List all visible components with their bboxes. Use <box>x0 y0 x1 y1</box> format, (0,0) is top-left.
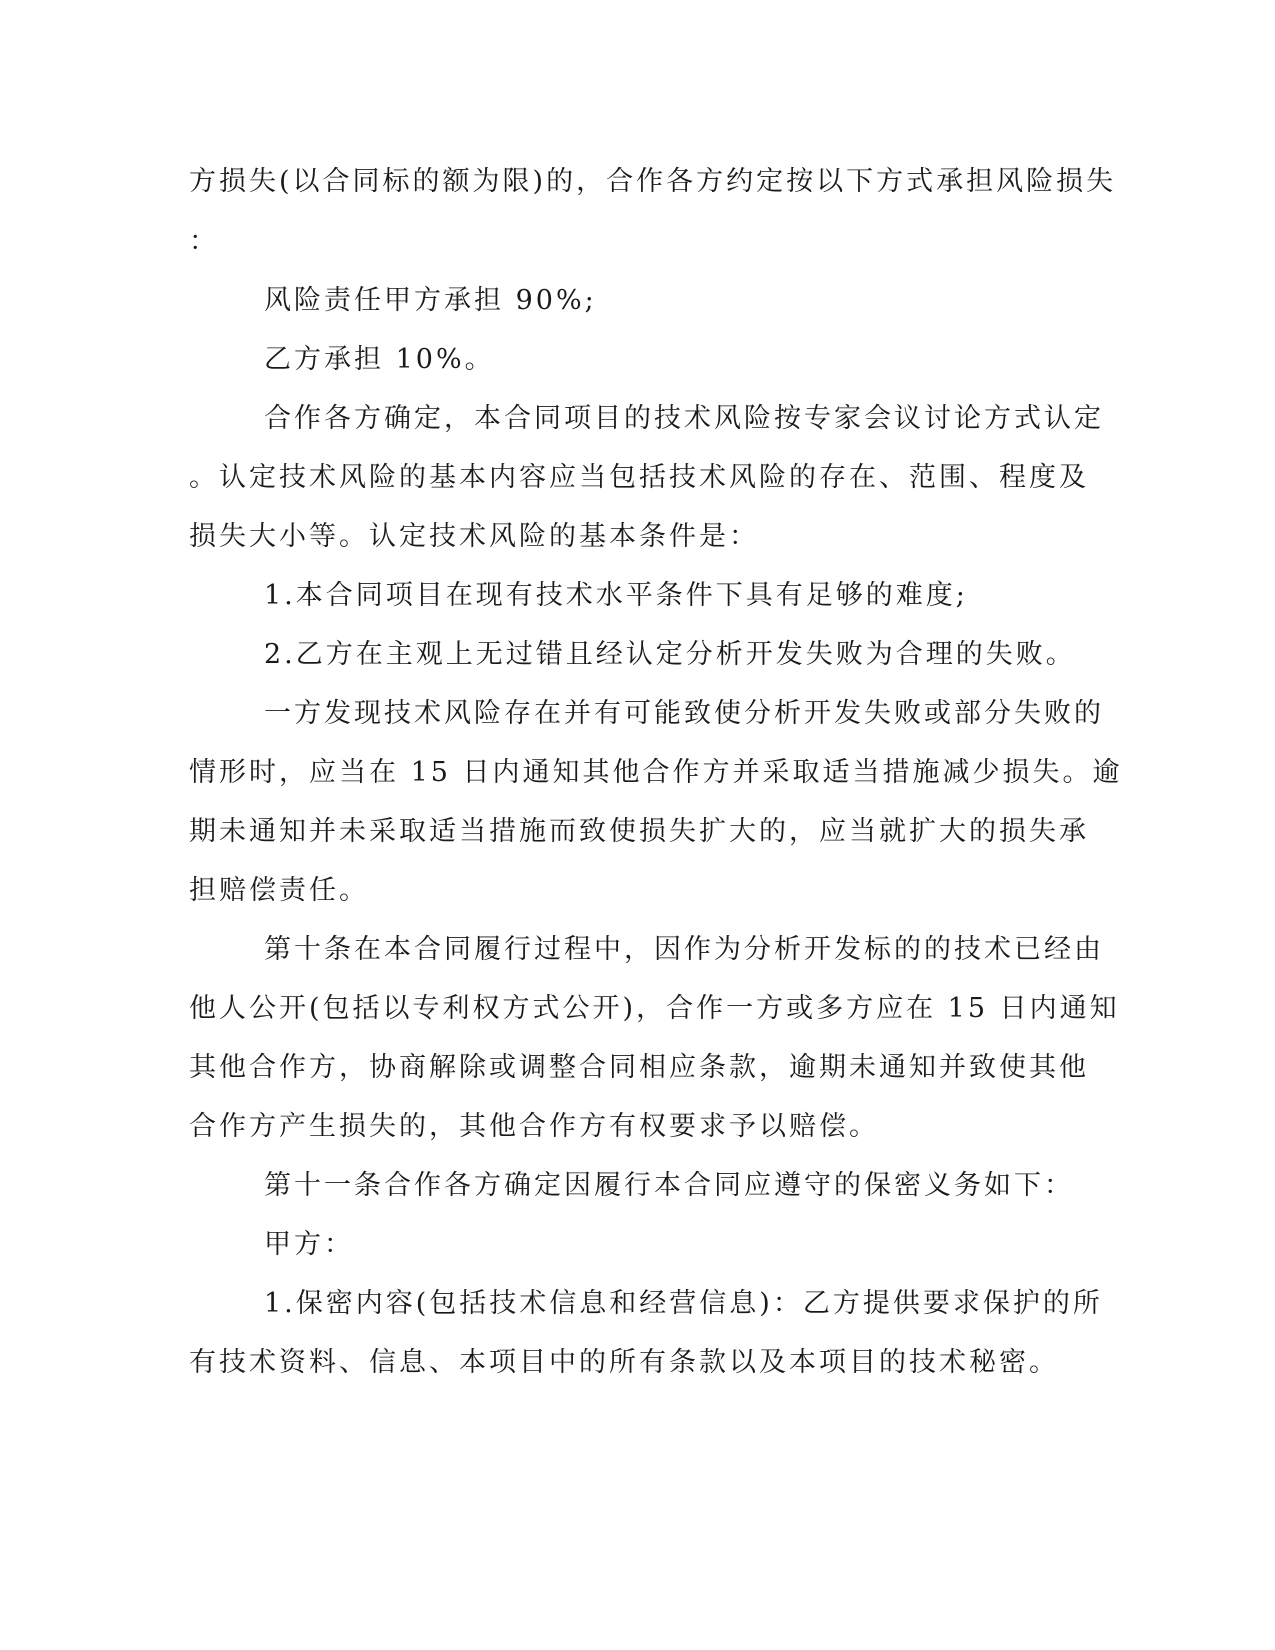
text-line: 一方发现技术风险存在并有可能致使分析开发失败或部分失败的 <box>264 698 1104 729</box>
text-line: 第十条在本合同履行过程中，因作为分析开发标的的技术已经由 <box>264 934 1104 965</box>
text-line: 损失大小等。认定技术风险的基本条件是： <box>189 521 759 552</box>
text-line: 情形时，应当在 15 日内通知其他合作方并采取适当措施减少损失。逾 <box>189 757 1123 788</box>
text-line: 他人公开(包括以专利权方式公开)，合作一方或多方应在 15 日内通知 <box>189 993 1120 1024</box>
text-line: 1.本合同项目在现有技术水平条件下具有足够的难度; <box>264 580 968 611</box>
text-line: 合作方产生损失的，其他合作方有权要求予以赔偿。 <box>189 1111 879 1142</box>
text-line: 合作各方确定，本合同项目的技术风险按专家会议讨论方式认定 <box>264 403 1104 434</box>
text-line: 。认定技术风险的基本内容应当包括技术风险的存在、范围、程度及 <box>189 462 1089 493</box>
text-line: 1.保密内容(包括技术信息和经营信息)：乙方提供要求保护的所 <box>264 1288 1103 1319</box>
text-line: 有技术资料、信息、本项目中的所有条款以及本项目的技术秘密。 <box>189 1347 1059 1378</box>
text-line: 担赔偿责任。 <box>189 875 369 906</box>
text-line: 第十一条合作各方确定因履行本合同应遵守的保密义务如下： <box>264 1170 1074 1201</box>
text-line: 风险责任甲方承担 90%; <box>264 285 597 316</box>
text-line: 乙方承担 10%。 <box>264 344 495 375</box>
text-line: 甲方： <box>264 1229 354 1260</box>
text-line: ： <box>189 226 219 257</box>
text-line: 期未通知并未采取适当措施而致使损失扩大的，应当就扩大的损失承 <box>189 816 1089 847</box>
text-line: 其他合作方，协商解除或调整合同相应条款，逾期未通知并致使其他 <box>189 1052 1089 1083</box>
text-line: 2.乙方在主观上无过错且经认定分析开发失败为合理的失败。 <box>264 639 1076 670</box>
text-line: 方损失(以合同标的额为限)的，合作各方约定按以下方式承担风险损失 <box>189 166 1117 197</box>
